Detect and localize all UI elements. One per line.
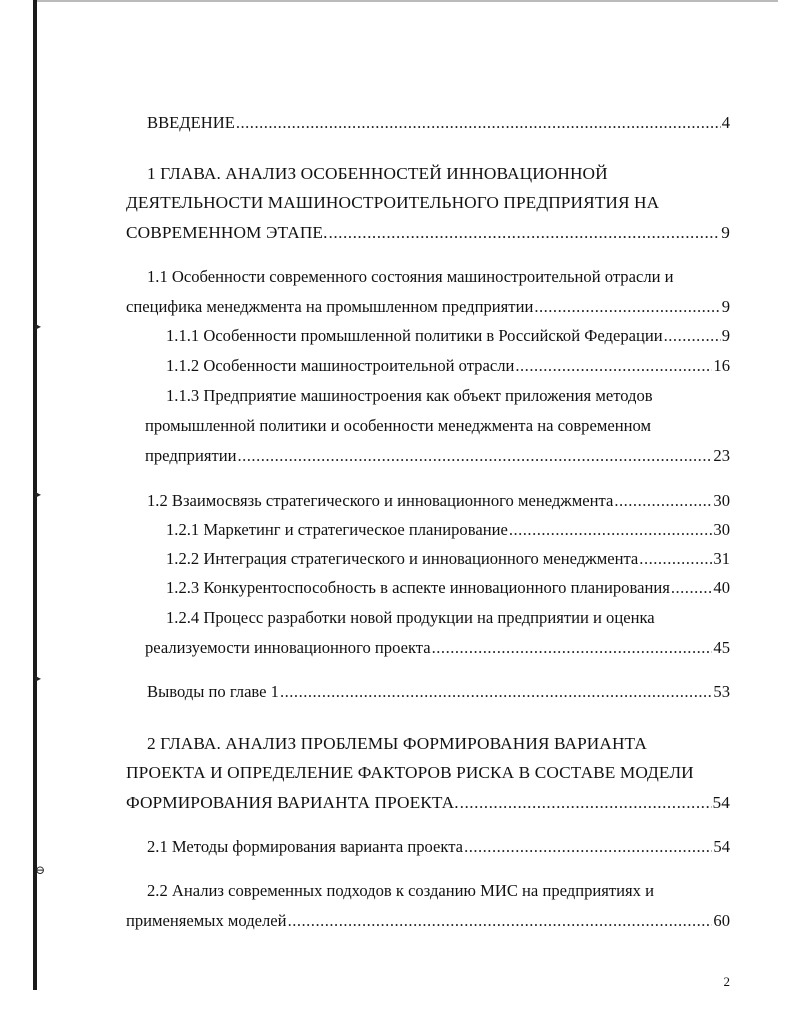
dot-leader bbox=[329, 223, 721, 243]
dot-leader bbox=[664, 326, 721, 346]
dot-leader bbox=[614, 491, 712, 511]
toc-entry-section-1-2-2[interactable] bbox=[166, 549, 730, 569]
toc-page-number: 23 bbox=[713, 446, 730, 465]
toc-section-1-1-3-line-2: промышленной политики и особенности менеджмента на современном bbox=[145, 416, 651, 435]
toc-chapter-2-line-1: 2 ГЛАВА. АНАЛИЗ ПРОБЛЕМЫ ФОРМИРОВАНИЯ ВАРИАНТА bbox=[147, 734, 647, 753]
dot-leader bbox=[280, 682, 712, 702]
toc-page-number: 9 bbox=[721, 223, 730, 242]
toc-page-number: 30 bbox=[713, 520, 730, 539]
binding-hole-mark: ▸ bbox=[35, 487, 42, 501]
dot-leader bbox=[237, 446, 712, 466]
dot-leader bbox=[464, 837, 712, 857]
toc-page-number: 54 bbox=[713, 837, 730, 856]
toc-entry-title: 1.2.1 Маркетинг и стратегическое планирование bbox=[166, 520, 508, 539]
toc-entry-title: применяемых моделей bbox=[126, 911, 287, 930]
toc-section-1-1-3-line-1: 1.1.3 Предприятие машиностроения как объект приложения методов bbox=[166, 386, 653, 405]
toc-entry-section-1-1-1[interactable] bbox=[166, 326, 730, 346]
binding-hole-mark: ▸ bbox=[35, 319, 42, 333]
dot-leader bbox=[288, 911, 713, 931]
toc-page-number: 4 bbox=[721, 113, 730, 132]
toc-entry-title: реализуемости инновационного проекта bbox=[145, 638, 431, 657]
toc-entry-title: 1.1.1 Особенности промышленной политики в Российской Федерации bbox=[166, 326, 663, 345]
dot-leader bbox=[236, 113, 721, 133]
binding-hole-mark: ▸ bbox=[35, 671, 42, 685]
toc-page-number: 54 bbox=[712, 793, 730, 812]
toc-entry-title: 1.2.3 Конкурентоспособность в аспекте инновационного планирования bbox=[166, 578, 670, 597]
toc-entry-chapter-2[interactable] bbox=[126, 793, 730, 813]
toc-entry-title: 1.1.2 Особенности машиностроительной отрасли bbox=[166, 356, 515, 375]
toc-section-1-1-line-1: 1.1 Особенности современного состояния машиностроительной отрасли и bbox=[147, 267, 674, 286]
toc-page-number: 16 bbox=[713, 356, 730, 375]
toc-entry-section-1-2[interactable] bbox=[147, 491, 730, 511]
toc-entry-introduction[interactable] bbox=[147, 113, 730, 133]
toc-entry-section-1-2-3[interactable] bbox=[166, 578, 730, 598]
toc-entry-title: предприятии bbox=[145, 446, 237, 465]
dot-leader bbox=[534, 297, 720, 317]
toc-page-number: 40 bbox=[713, 578, 730, 597]
toc-chapter-1-line-1: 1 ГЛАВА. АНАЛИЗ ОСОБЕННОСТЕЙ ИННОВАЦИОННОЙ bbox=[147, 164, 608, 183]
toc-entry-section-2-1[interactable] bbox=[147, 837, 730, 857]
toc-entry-section-1-2-1[interactable] bbox=[166, 520, 730, 540]
toc-page-number: 9 bbox=[721, 297, 730, 316]
toc-entry-conclusions-chapter-1[interactable] bbox=[147, 682, 730, 702]
toc-chapter-2-line-2: ПРОЕКТА И ОПРЕДЕЛЕНИЕ ФАКТОРОВ РИСКА В СОСТАВЕ МОДЕЛИ bbox=[126, 763, 694, 782]
toc-page-number: 31 bbox=[713, 549, 730, 568]
page-number: 2 bbox=[723, 974, 730, 989]
toc-section-2-2-line-1: 2.2 Анализ современных подходов к созданию МИС на предприятиях и bbox=[147, 881, 654, 900]
toc-entry-title: 1.2 Взаимосвязь стратегического и инновационного менеджмента bbox=[147, 491, 614, 510]
toc-entry-section-1-1-2[interactable] bbox=[166, 356, 730, 376]
toc-page-number: 53 bbox=[713, 682, 730, 701]
toc-chapter-1-line-2: ДЕЯТЕЛЬНОСТИ МАШИНОСТРОИТЕЛЬНОГО ПРЕДПРИЯТИЯ НА bbox=[126, 193, 660, 212]
dot-leader bbox=[639, 549, 712, 569]
dot-leader bbox=[671, 578, 713, 598]
dot-leader bbox=[509, 520, 713, 540]
toc-entry-title: СОВРЕМЕННОМ ЭТАПЕ. bbox=[126, 223, 328, 242]
dot-leader bbox=[515, 356, 712, 376]
dot-leader bbox=[432, 638, 713, 658]
toc-entry-section-1-1-3[interactable] bbox=[145, 446, 730, 466]
toc-entry-chapter-1[interactable] bbox=[126, 223, 730, 243]
toc-page-number: 9 bbox=[721, 326, 730, 345]
toc-entry-title: 1.2.2 Интеграция стратегического и инновационного менеджмента bbox=[166, 549, 639, 568]
binding-hole-mark: ⊖ bbox=[35, 863, 46, 877]
toc-section-1-2-4-line-1: 1.2.4 Процесс разработки новой продукции на предприятии и оценка bbox=[166, 608, 655, 627]
toc-entry-section-1-1[interactable] bbox=[126, 297, 730, 317]
toc-page-number: 60 bbox=[713, 911, 730, 930]
toc-entry-title: специфика менеджмента на промышленном предприятии bbox=[126, 297, 534, 316]
toc-entry-title: ВВЕДЕНИЕ bbox=[147, 113, 235, 132]
toc-entry-title: ФОРМИРОВАНИЯ ВАРИАНТА ПРОЕКТА. bbox=[126, 793, 459, 812]
toc-entry-title: Выводы по главе 1 bbox=[147, 682, 279, 701]
toc-page-number: 45 bbox=[713, 638, 730, 657]
toc-entry-section-2-2[interactable] bbox=[126, 911, 730, 931]
dot-leader bbox=[460, 793, 712, 813]
toc-entry-section-1-2-4[interactable] bbox=[145, 638, 730, 658]
toc-entry-title: 2.1 Методы формирования варианта проекта bbox=[147, 837, 464, 856]
toc-page-number: 30 bbox=[713, 491, 730, 510]
